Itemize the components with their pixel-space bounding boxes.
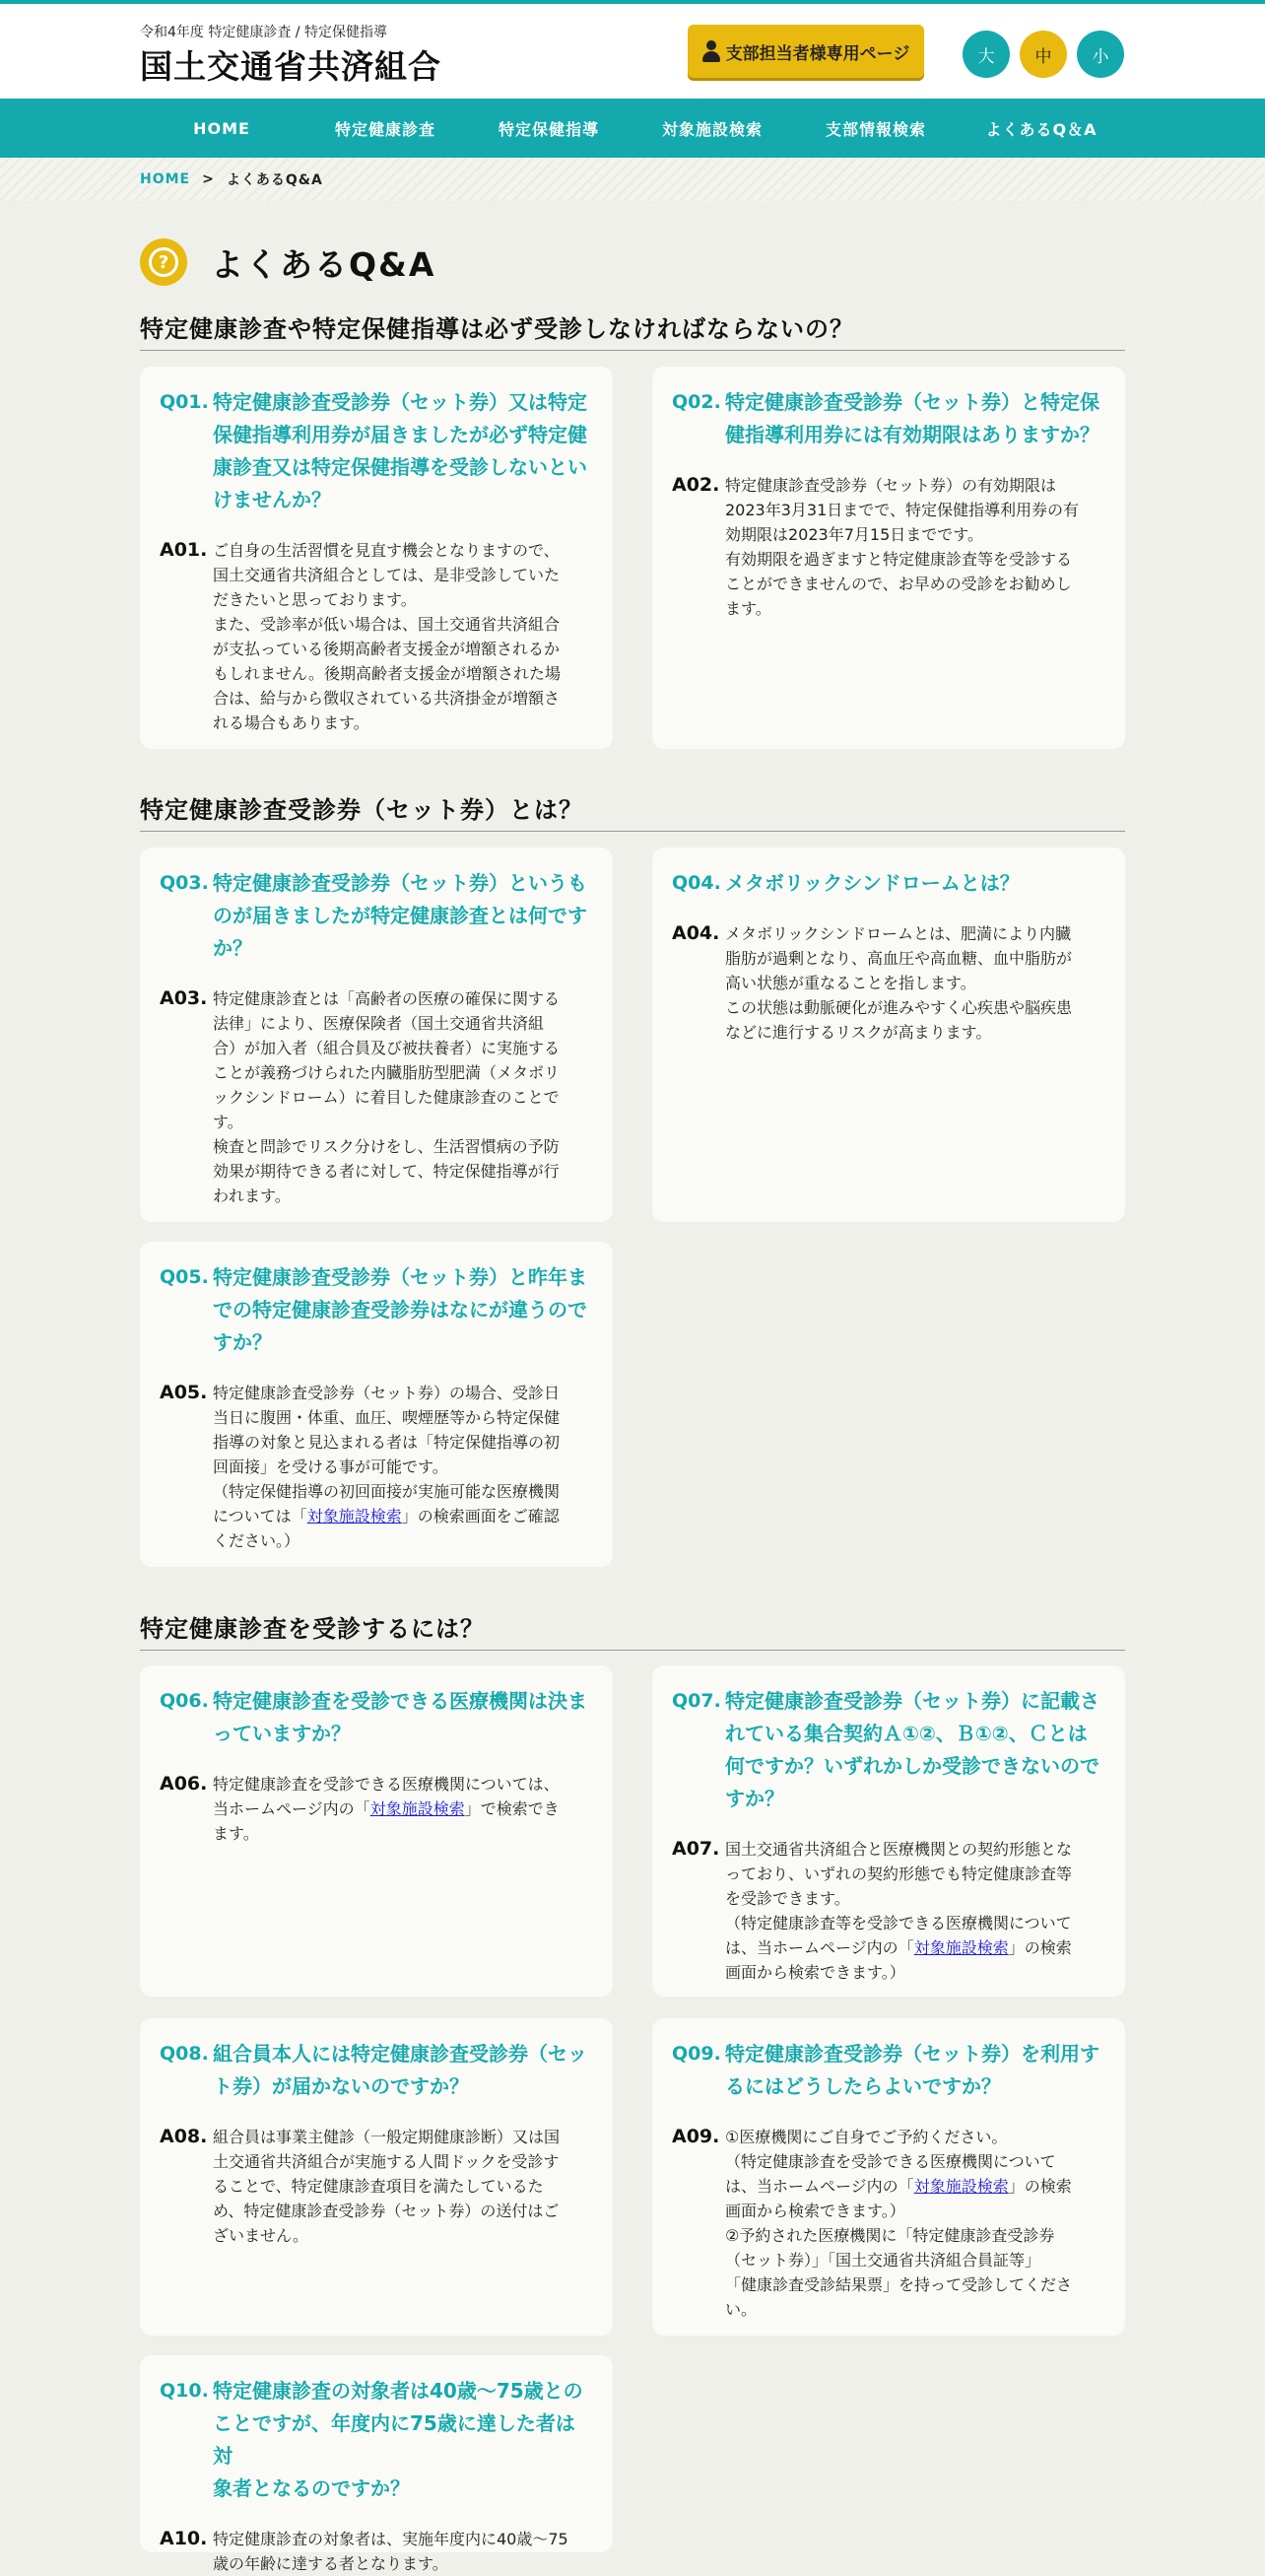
- breadcrumb-separator: >: [202, 171, 215, 187]
- section-title-mandatory: 特定健康診査や特定保健指導は必ず受診しなければならないの？: [140, 309, 1125, 351]
- facility-search-link[interactable]: 対象施設検索: [306, 1507, 402, 1525]
- question: Q05. 特定健康診査受診券（セット券）と昨年ま での特定健康診査受診券はなにが違うので すか？: [160, 1265, 587, 1354]
- site-title[interactable]: 国土交通省共済組合: [140, 47, 441, 86]
- font-size-medium-button[interactable]: 中: [1020, 31, 1067, 78]
- nav-health-guidance[interactable]: 特定保健指導: [498, 119, 599, 139]
- page-title: よくあるQ&A: [211, 244, 436, 284]
- page-heading: [140, 238, 435, 286]
- facility-search-link[interactable]: 対象施設検索: [913, 1938, 1009, 1957]
- breadcrumb-home[interactable]: HOME: [140, 171, 191, 187]
- answer: A10. 特定健康診査の対象者は、実施年度内に40歳〜75 歳の年齢に達する者となります。: [160, 2528, 568, 2573]
- question-icon: ?: [140, 238, 187, 286]
- qa-card-q09: [652, 2018, 1125, 2336]
- site-subtitle: 令和4年度 特定健康診査 / 特定保健指導: [140, 25, 387, 40]
- qa-card-q03: [140, 847, 613, 1222]
- nav-health-checkup[interactable]: 特定健康診査: [334, 119, 435, 139]
- nav-faq[interactable]: よくあるQ＆A: [985, 119, 1098, 139]
- answer: A08. 組合員は事業主健診（一般定期健康診断）又は国 土交通省共済組合が実施する人間ドックを受診す ることで、特定健康診査項目を満たしているた め、特定健康診査受診券（セット券）の送付はご ざいません。: [160, 2126, 561, 2245]
- question: Q02. 特定健康診査受診券（セット券）と特定保 健指導利用券には有効期限はありますか？: [672, 390, 1099, 446]
- question: Q06. 特定健康診査を受診できる医療機関は決ま っていますか？: [160, 1689, 587, 1745]
- qa-card-q06: [140, 1665, 613, 1997]
- question: Q08. 組合員本人には特定健康診査受診券（セッ ト券）が届かないのですか？: [160, 2042, 587, 2098]
- qa-card-q02: [652, 367, 1125, 749]
- font-size-small-button[interactable]: 小: [1077, 31, 1124, 78]
- question: Q09. 特定健康診査受診券（セット券）を利用す るにはどうしたらよいですか？: [672, 2042, 1099, 2098]
- facility-search-link[interactable]: 対象施設検索: [369, 1799, 465, 1818]
- answer: A02. 特定健康診査受診券（セット券）の有効期限は 2023年3月31日までで、特定保健指導利用券の有 効期限は2023年7月15日までです。 有効期限を過ぎますと特定健康診査等を受診する ことができませんので、お早めの受診をお勧めし ます。: [672, 474, 1079, 618]
- question: Q10. 特定健康診査の対象者は40歳〜75歳との ことですが、年度内に75歳に達した者は対 象者となるのですか？: [160, 2379, 583, 2500]
- nav-facility-search[interactable]: 対象施設検索: [661, 119, 763, 139]
- question: Q04. メタボリックシンドロームとは？: [672, 871, 1020, 895]
- nav-branch-search[interactable]: 支部情報検索: [825, 119, 926, 139]
- answer: A07. 国土交通省共済組合と医療機関との契約形態とな っており、いずれの契約形態でも特定健康診査等 を受診できます。 （特定健康診査等を受診できる医療機関について は、当ホームページ内の「対象施設検索」の検索 画面から検索できます。）: [672, 1838, 1073, 1982]
- question: Q07. 特定健康診査受診券（セット券）に記載さ れている集合契約Ａ①②、Ｂ①②、Ｃとは 何ですか？いずれかしか受診できないので すか？: [672, 1689, 1099, 1810]
- font-size-large-button[interactable]: 大: [963, 31, 1010, 78]
- nav-home[interactable]: HOME: [193, 118, 250, 138]
- branch-staff-page-label: 支部担当者様専用ページ: [725, 43, 910, 63]
- question: Q01. 特定健康診査受診券（セット券）又は特定 保健指導利用券が届きましたが必ず特定健 康診査又は特定保健指導を受診しないとい けませんか？: [160, 390, 587, 511]
- answer: A04. メタボリックシンドロームとは、肥満により内臓 脂肪が過剰となり、高血圧や高血糖、血中脂肪が 高い状態が重なることを指します。 この状態は動脈硬化が進みやすく心疾患や脳疾患 などに進行するリスクが高まります。: [672, 922, 1073, 1042]
- qa-card-q10: [140, 2355, 613, 2573]
- answer: A06. 特定健康診査を受診できる医療機関については、 当ホームページ内の「対象施設検索」で検索でき ます。: [160, 1773, 560, 1843]
- breadcrumb-current: よくあるQ&A: [226, 172, 323, 188]
- qa-card-q07: [652, 1665, 1125, 1997]
- section-title-how-to: 特定健康診査を受診するには？: [140, 1609, 1125, 1651]
- qa-card-q04: [652, 847, 1125, 1222]
- question: Q03. 特定健康診査受診券（セット券）というも のが届きましたが特定健康診査とは何です か？: [160, 871, 587, 960]
- site-header: [0, 4, 1265, 99]
- breadcrumb: [0, 158, 1265, 201]
- qa-card-q01: [140, 367, 613, 749]
- answer: A03. 特定健康診査とは「高齢者の医療の確保に関する 法律」により、医療保険者（国土交通省共済組 合）が加入者（組合員及び被扶養者）に実施する ことが義務づけられた内臓脂肪型肥満（メタボリ ックシンドローム）に着目した健康診査のことで す。 検査と問診でリスク分けをし、生活習慣病の予防 効果が期待できる者に対して、特定保健指導が行 われます。: [160, 987, 561, 1205]
- main-nav: [0, 99, 1265, 158]
- qa-card-q05: [140, 1242, 613, 1567]
- answer: A01. ご自身の生活習慣を見直す機会となりますので、 国土交通省共済組合としては、是非受診していた だきたいと思っております。 また、受診率が低い場合は、国土交通省共済組合 が支払っている後期高齢者支援金が増額されるか もしれません。後期高齢者支援金が増額された場 合は、給与から徴収されている共済掛金が増額さ れる場合もあります。: [160, 539, 561, 732]
- answer: A09. ①医療機関にご自身でご予約ください。 （特定健康診査を受診できる医療機関について は、当ホームページ内の「対象施設検索」の検索 画面から検索できます。） ②予約された医療機関に「特定健康診査受診券 （セット券）」「国土交通省共済組合員証等」 「健康診査受診結果票」を持って受診してくださ い。: [672, 2126, 1073, 2319]
- answer: A05. 特定健康診査受診券（セット券）の場合、受診日 当日に腹囲・体重、血圧、喫煙歴等から特定保健 指導の対象と見込まれる者は「特定保健指導の初 回面接」を受ける事が可能です。 （特定保健指導の初回面接が実施可能な医療機関 については「対象施設検索」の検索画面をご確認 ください。）: [160, 1382, 561, 1550]
- qa-card-q08: [140, 2018, 613, 2336]
- section-title-set-ticket: 特定健康診査受診券（セット券）とは？: [140, 790, 1125, 832]
- branch-staff-page-button[interactable]: [688, 25, 924, 78]
- facility-search-link[interactable]: 対象施設検索: [913, 2177, 1009, 2196]
- person-icon: [702, 40, 720, 62]
